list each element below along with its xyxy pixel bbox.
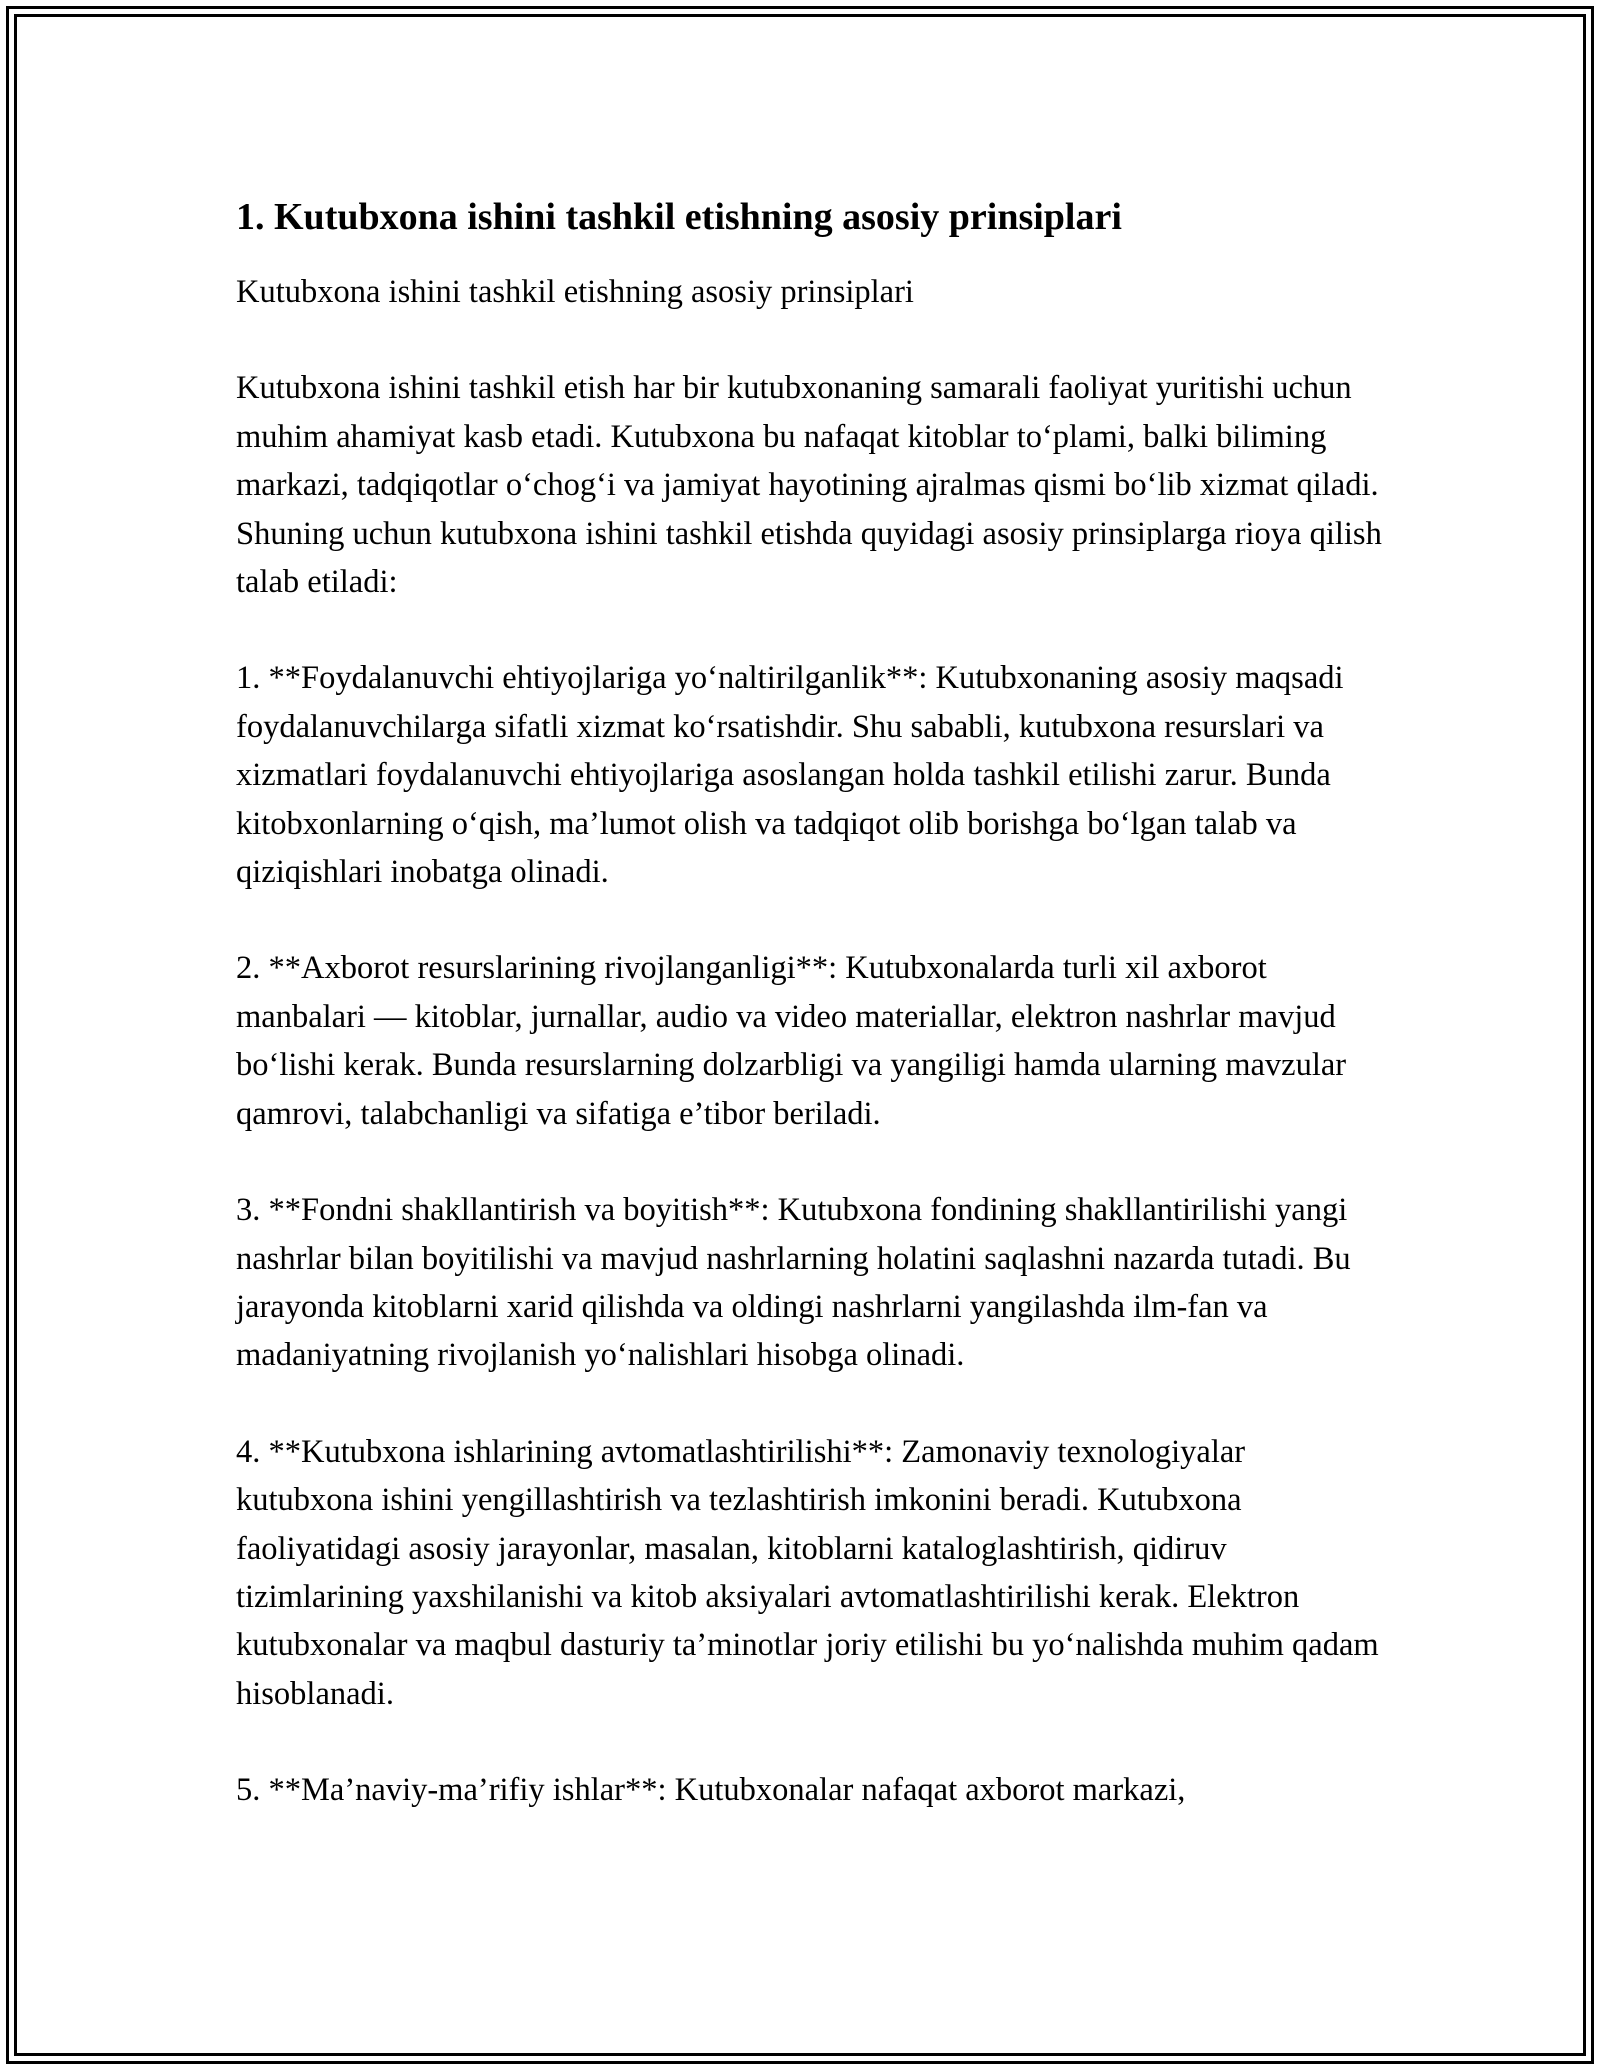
- intro-paragraph: Kutubxona ishini tashkil etish har bir kutubxonaning samarali faoliyat yuritishi uchun muhim ahamiyat kasb etadi. Kutubxona bu nafaqat kitoblar to‘plami, balki biliming markazi, tadqiqotlar o‘chog‘i va jamiyat hayotining ajralmas qismi bo‘lib xizmat qiladi. Shuning uchun kutubxona ishini tashkil etishda quyidagi asosiy prinsiplarga rioya qilish talab etiladi:: [236, 370, 1382, 601]
- principle-paragraph-4: 4. **Kutubxona ishlarining avtomatlashtirilishi**: Zamonaviy texnologiyalar kutubxona ishini yengillashtirish va tezlashtirish imkonini beradi. Kutubxona faoliyatidagi asosiy jarayonlar, masalan, kitoblarni kataloglashtirish, qidiruv tizimlarining yaxshilanishi va kitob aksiyalari avtomatlashtirilishi kerak. Elektron kutubxonalar va maqbul dasturiy ta’minotlar joriy etilishi bu yo‘nalishda muhim qadam hisoblanadi.: [236, 1433, 1379, 1712]
- principle-paragraph-5: 5. **Ma’naviy-ma’rifiy ishlar**: Kutubxonalar nafaqat axborot markazi,: [236, 1772, 1186, 1809]
- principle-paragraph-3: 3. **Fondni shakllantirish va boyitish**: Kutubxona fondining shakllantirilishi yangi nashrlar bilan boyitilishi va mavjud nashrlarning holatini saqlashni nazarda tutadi. Bu jarayonda kitoblarni xarid qilishda va oldingi nashrlarni yangilashda ilm-fan va madaniyatning rivojlanish yo‘nalishlari hisobga olinadi.: [236, 1192, 1351, 1374]
- principle-paragraph-2: 2. **Axborot resurslarining rivojlanganligi**: Kutubxonalarda turli xil axborot manbalari — kitoblar, jurnallar, audio va video materiallar, elektron nashrlar mavjud bo‘lishi kerak. Bunda resurslarning dolzarbligi va yangiligi hamda ularning mavzular qamrovi, talabchanligi va sifatiga e’tibor beriladi.: [236, 950, 1347, 1132]
- section-subtitle: Kutubxona ishini tashkil etishning asosiy prinsiplari: [236, 274, 914, 310]
- document-body: [236, 180, 1386, 1815]
- section-heading: 1. Kutubxona ishini tashkil etishning asosiy prinsiplari: [236, 196, 1122, 238]
- principle-paragraph-1: 1. **Foydalanuvchi ehtiyojlariga yo‘naltirilganlik**: Kutubxonaning asosiy maqsadi foydalanuvchilarga sifatli xizmat ko‘rsatishdir. Shu sababli, kutubxona resurslari va xizmatlari foydalanuvchi ehtiyojlariga asoslangan holda tashkil etilishi zarur. Bunda kitobxonlarning o‘qish, ma’lumot olish va tadqiqot olib borishga bo‘lgan talab va qiziqishlari inobatga olinadi.: [236, 660, 1344, 891]
